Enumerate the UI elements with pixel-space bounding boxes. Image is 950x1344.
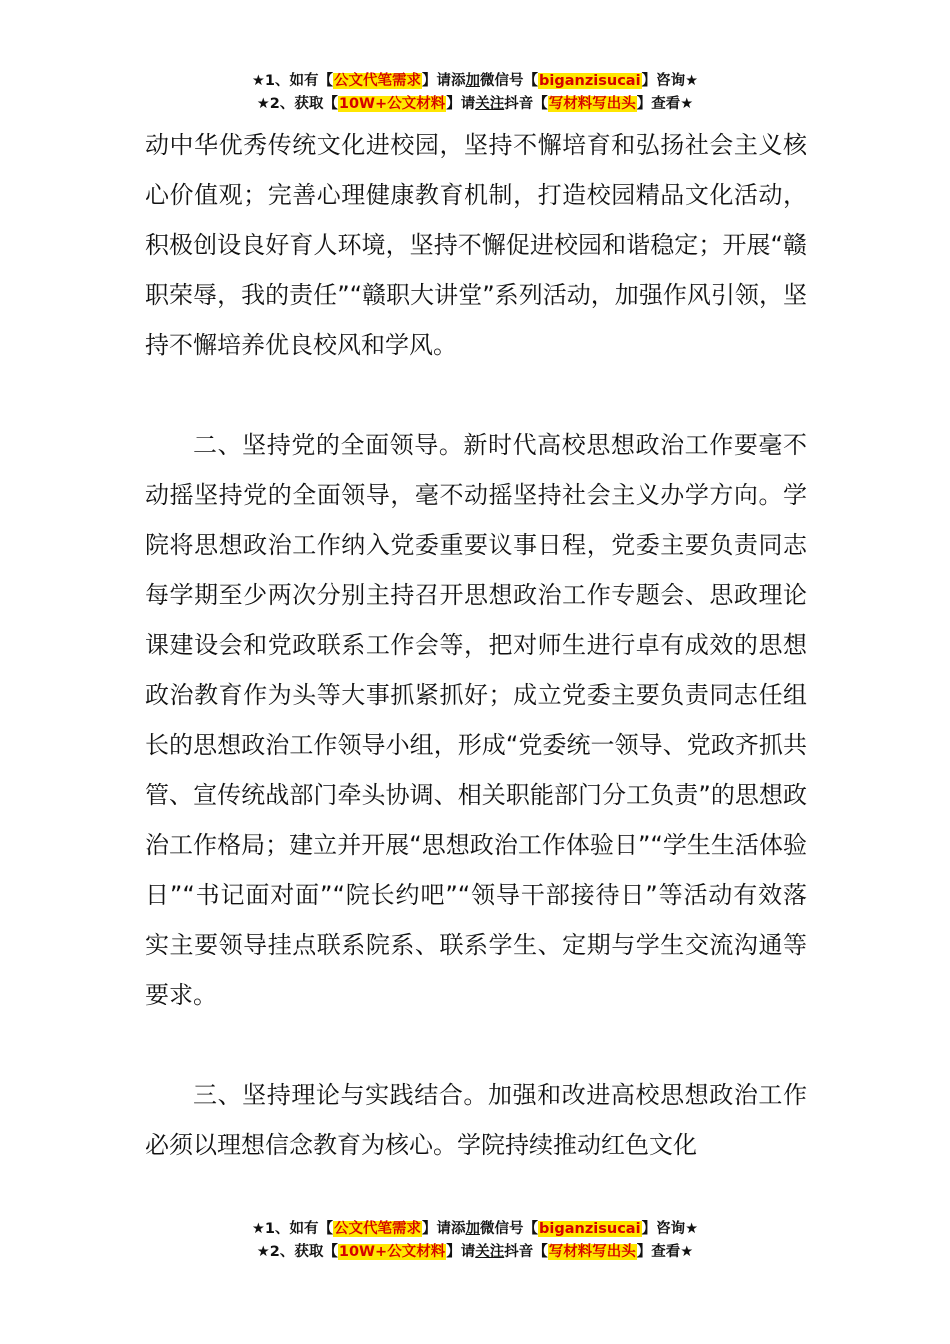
banner-text: 】请 xyxy=(446,1244,476,1260)
banner-text: 抖音【 xyxy=(504,96,548,112)
banner-line-2 xyxy=(0,93,950,116)
banner-highlight: biganzisucai xyxy=(539,1221,641,1237)
banner-text: 微信号【 xyxy=(480,73,539,89)
banner-highlight: 写材料写出头 xyxy=(548,1244,636,1260)
banner-highlight: 公文代笔需求 xyxy=(334,1221,422,1237)
banner-text: ★1、如有【 xyxy=(251,1221,334,1237)
banner-text: 】咨询★ xyxy=(641,73,699,89)
banner-text: ★2、获取【 xyxy=(256,96,338,112)
banner-text: ★2、获取【 xyxy=(256,1244,338,1260)
banner-highlight: 10W+公文材料 xyxy=(338,1244,446,1260)
paragraph: 二、坚持党的全面领导。新时代高校思想政治工作要毫不动摇坚持党的全面领导，毫不动摇坚持社会主义办学方向。学院将思想政治工作纳入党委重要议事日程，党委主要负责同志每学期至少两次分别主持召开思想政治工作专题会、思政理论课建设会和党政联系工作会等，把对师生进行卓有成效的思想政治教育作为头等大事抓紧抓好；成立党委主要负责同志任组长的思想政治工作领导小组，形成“党委统一领导、党政齐抓共管、宣传统战部门牵头协调、相关职能部门分工负责”的思想政治工作格局；建立并开展“思想政治工作体验日”“学生生活体验日”“书记面对面”“院长约吧”“领导干部接待日”等活动有效落实主要领导挂点联系院系、联系学生、定期与学生交流沟通等要求。 xyxy=(145,431,807,1009)
banner-highlight: 写材料写出头 xyxy=(548,96,636,112)
banner-text: 加 xyxy=(465,1221,481,1237)
banner-text: 】请 xyxy=(446,96,476,112)
banner-text: 】请添 xyxy=(422,73,466,89)
banner-line-1 xyxy=(0,1218,950,1241)
banner-text: ★1、如有【 xyxy=(251,73,334,89)
paragraph: 三、坚持理论与实践结合。加强和改进高校思想政治工作必须以理想信念教育为核心。学院持续推动红色文化 xyxy=(145,1081,807,1159)
banner-text: 】请添 xyxy=(422,1221,466,1237)
banner-text: 抖音【 xyxy=(504,1244,548,1260)
header-banner xyxy=(0,70,950,116)
banner-text: 关注 xyxy=(475,1244,505,1260)
banner-highlight: biganzisucai xyxy=(539,73,641,89)
banner-text: 】查看★ xyxy=(636,1244,694,1260)
banner-text: 】咨询★ xyxy=(641,1221,699,1237)
banner-line-1 xyxy=(0,70,950,93)
banner-highlight: 10W+公文材料 xyxy=(338,96,446,112)
banner-highlight: 公文代笔需求 xyxy=(334,73,422,89)
banner-text: 加 xyxy=(465,73,481,89)
banner-text: 微信号【 xyxy=(480,1221,539,1237)
document-body xyxy=(145,120,807,1170)
banner-text: 】查看★ xyxy=(636,96,694,112)
footer-banner xyxy=(0,1218,950,1264)
paragraph: 动中华优秀传统文化进校园，坚持不懈培育和弘扬社会主义核心价值观；完善心理健康教育机制，打造校园精品文化活动，积极创设良好育人环境，坚持不懈促进校园和谐稳定；开展“赣职荣辱，我的责任”“赣职大讲堂”系列活动，加强作风引领，坚持不懈培养优良校风和学风。 xyxy=(145,131,807,359)
banner-line-2 xyxy=(0,1241,950,1264)
banner-text: 关注 xyxy=(475,96,505,112)
